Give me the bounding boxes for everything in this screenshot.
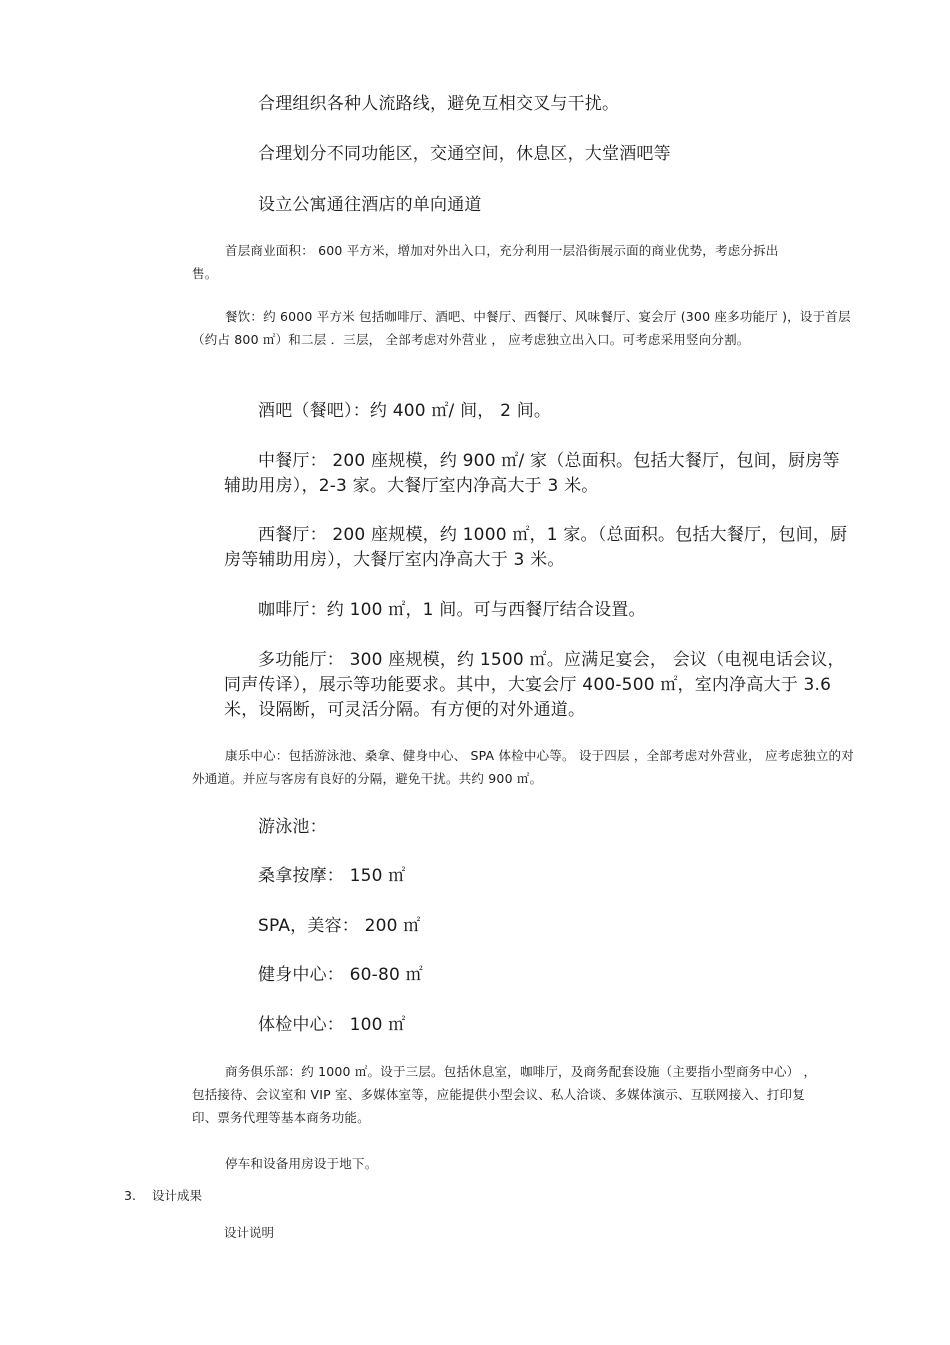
paragraph-parking: 停车和设备用房设于地下。 — [225, 1156, 378, 1171]
section-subtitle: 设计说明 — [224, 1225, 275, 1240]
paragraph-bar: 酒吧（餐吧）：约 400 ㎡/ 间， 2 间。 — [258, 401, 552, 421]
paragraph-flow-organization: 合理组织各种人流路线，避免互相交叉与干扰。 — [258, 94, 620, 114]
section-heading — [124, 1186, 202, 1206]
item-sauna: 桑拿按摩： 150 ㎡ — [258, 866, 406, 886]
paragraph-recreation-center: 康乐中心：包括游泳池、桑拿、健身中心、 SPA 体检中心等。 设于四层 ，全部考虑对外营业， 应考虑独立的对外通道。并应与客房有良好的分隔，避免干扰。共约 900 ㎡。 — [192, 748, 854, 786]
item-fitness: 健身中心： 60-80 ㎡ — [258, 965, 423, 985]
paragraph-western-restaurant: 西餐厅： 200 座规模，约 1000 ㎡，1 家。（总面积。包括大餐厅，包间，厨房等辅助用房），大餐厅室内净高大于 3 米。 — [224, 525, 848, 570]
item-swimming-pool: 游泳池： — [258, 817, 327, 837]
paragraph-dining: 餐饮：约 6000 平方米 包括咖啡厅、酒吧、中餐厅、西餐厅、风味餐厅、宴会厅 (300 座多功能厅 )，设于首层（约占 800 ㎡）和二层 ．三层， 全部考虑对外营业 ， 应考虑独立出入口。可考虑采用竖向分割。 — [192, 309, 851, 347]
item-spa: SPA，美容： 200 ㎡ — [258, 916, 421, 936]
section-title: 设计成果 — [152, 1188, 203, 1203]
section-number: 3. — [124, 1188, 136, 1203]
paragraph-business-club: 商务俱乐部：约 1000 ㎡。设于三层。包括休息室，咖啡厅，及商务配套设施（主要指小型商务中心） ，包括接待、会议室和 VIP 室、多媒体室等，应能提供小型会议、私人洽谈、多媒体演示、互联网接入、打印复印、票务代理等基本商务功能。 — [192, 1064, 817, 1125]
paragraph-apartment-passage: 设立公寓通往酒店的单向通道 — [258, 195, 482, 215]
paragraph-functional-zones: 合理划分不同功能区，交通空间，休息区，大堂酒吧等 — [258, 144, 671, 164]
paragraph-multifunction-hall: 多功能厅： 300 座规模，约 1500 ㎡。应满足宴会， 会议（电视电话会议，同声传译），展示等功能要求。其中，大宴会厅 400-500 ㎡，室内净高大于 3.6 米，设隔断，可灵活分隔。有方便的对外通道。 — [224, 650, 845, 720]
paragraph-cafe: 咖啡厅：约 100 ㎡，1 间。可与西餐厅结合设置。 — [258, 600, 646, 620]
paragraph-chinese-restaurant: 中餐厅： 200 座规模，约 900 ㎡/ 家（总面积。包括大餐厅，包间，厨房等辅助用房），2-3 家。大餐厅室内净高大于 3 米。 — [224, 451, 840, 496]
paragraph-ground-floor-commercial: 首层商业面积： 600 平方米，增加对外出入口，充分利用一层沿街展示面的商业优势，考虑分拆出售。 — [192, 243, 779, 281]
item-health-check: 体检中心： 100 ㎡ — [258, 1015, 406, 1035]
